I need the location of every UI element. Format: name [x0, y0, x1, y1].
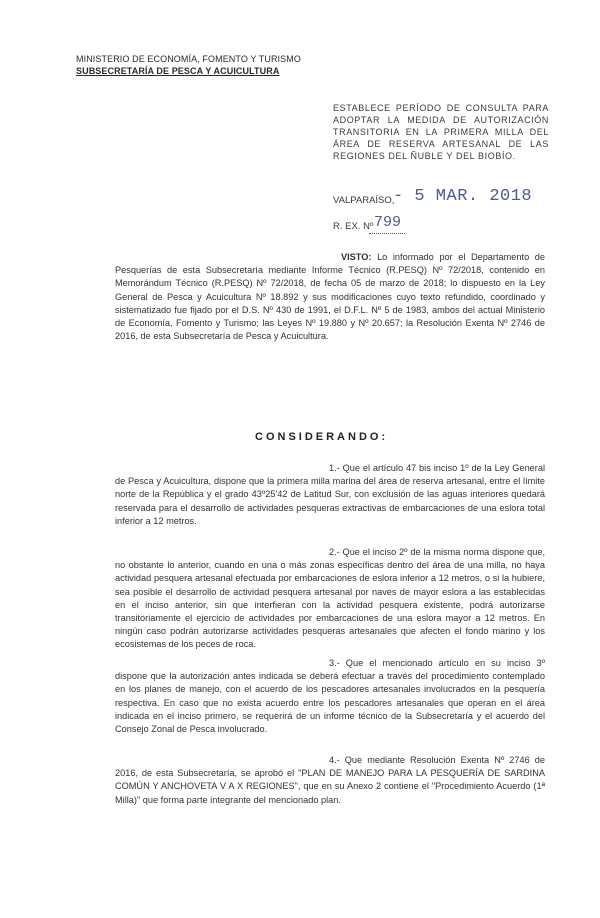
rex-label: R. EX. Nº — [333, 221, 374, 232]
visto-text: Lo informado por el Departamento de Pesquerías de esta Subsecretaría mediante Informe Técnico (R.PESQ) Nº 72/2018, contenido en Memorándum Técnico (R.PESQ) Nº 72/2018, de fecha 05 de marzo de 2018; lo dispuesto en la Ley General de Pesca y Acuicultura Nº 18.892 y sus modificaciones cuyo texto refundido, coordinado y sistematizado fue fijado por el D.S. Nº 430 de 1991, el D.F.L. Nº 5 de 1983, ambos del actual Ministerio de Economía, Fomento y Turismo; las Leyes Nº 19.880 y Nº 20.657; la Resolución Exenta Nº 2746 de 2016, de esta Subsecretaría de Pesca y Acuicultura. — [115, 252, 545, 342]
rex-number-line — [369, 233, 405, 234]
considerando-3: 3.- Que el mencionado artículo en su inciso 3º dispone que la autorización antes indicada se deberá efectuar a través del procedimiento contemplado en los planes de manejo, con el acuerdo de los pescadores artesanales involucrados en la pesquería respectiva. En caso que no exista acuerdo entre los pescadores artesanales que operan en el área indicada en el inciso primero, se requerirá de un informe técnico de la Subsecretaría y el acuerdo del Consejo Zonal de Pesca involucrado. — [115, 658, 545, 735]
visto-paragraph — [115, 251, 545, 343]
ministry-header: MINISTERIO DE ECONOMÍA, FOMENTO Y TURISMO — [76, 54, 301, 64]
date-stamp: - 5 MAR. 2018 — [393, 187, 533, 206]
considerando-1: 1.- Que el artículo 47 bis inciso 1º de la Ley General de Pesca y Acuicultura, dispone que la primera milla marina del área de reserva artesanal, entre el límite norte de la República y el grado 43º25'42 de Latitud Sur, con exclusión de las aguas interiores quedará reservada para el desarrollo de actividades pesqueras extractivas de embarcaciones de una eslora total inferior a 12 metros. — [115, 463, 545, 526]
resolution-title: ESTABLECE PERÍODO DE CONSULTA PARA ADOPTAR LA MEDIDA DE AUTORIZACIÓN TRANSITORIA EN LA PRIMERA MILLA DEL ÁREA DE RESERVA ARTESANAL DE LAS REGIONES DEL ÑUBLE Y DEL BIOBÍO. — [333, 103, 549, 161]
considerando-heading: CONSIDERANDO: — [255, 431, 389, 443]
considerando-2: 2.- Que el inciso 2º de la misma norma dispone que, no obstante lo anterior, cuando en una o más zonas específicas dentro del área de una milla, no haya actividad pesquera artesanal efectuada por embarcaciones de eslora inferior a 12 metros, o si la hubiere, sea posible el desarrollo de actividad pesquera artesanal por naves de mayor eslora a las establecidas en el inciso anterior, sin que interfieran con la actividad pesquera existente, podrá autorizarse transitoriamente el ejercicio de actividades por embarcaciones de una eslora mayor a 12 metros. En ningún caso podrán autorizarse actividades pesqueras artesanales que afecten el fondo marino y los ecosistemas de los peces de roca. — [115, 547, 545, 650]
rex-number: 799 — [374, 214, 402, 231]
subsecretaria-header: SUBSECRETARÍA DE PESCA Y ACUICULTURA — [76, 66, 280, 76]
place-label: VALPARAÍSO, — [333, 195, 395, 206]
visto-lead: VISTO: — [341, 252, 372, 262]
considerando-4: 4.- Que mediante Resolución Exenta Nº 2746 de 2016, de esta Subsecretaría, se aprobó el "PLAN DE MANEJO PARA LA PESQUERÍA DE SARDINA COMÚN Y ANCHOVETA V A X REGIONES", que en su Anexo 2 contiene el "Procedimiento Acuerdo (1ª Milla)" que forma parte integrante del mencionado plan. — [115, 755, 545, 805]
